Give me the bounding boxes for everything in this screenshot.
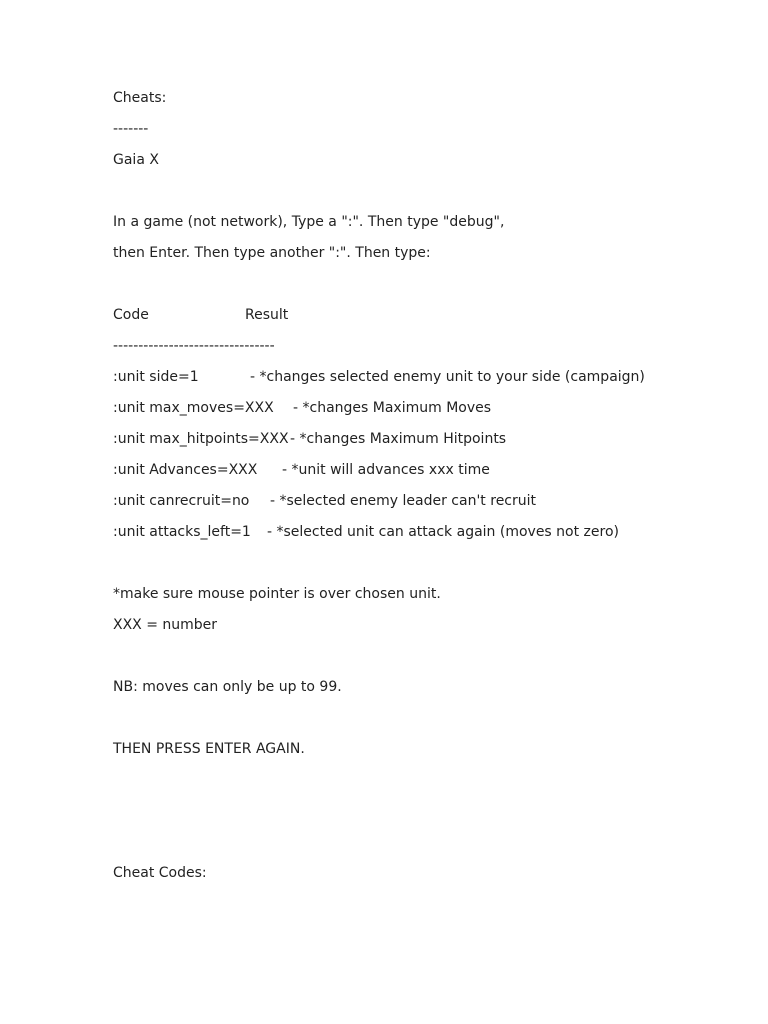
final-instruction: THEN PRESS ENTER AGAIN. <box>113 741 305 757</box>
table-header-code: Code <box>113 307 149 323</box>
cheat-result: - *unit will advances xxx time <box>282 462 490 478</box>
cheat-code: :unit attacks_left=1 <box>113 524 251 540</box>
cheat-result: - *changes Maximum Hitpoints <box>290 431 507 447</box>
cheat-code: :unit max_moves=XXX <box>113 400 274 416</box>
cheat-code: :unit Advances=XXX <box>113 462 258 478</box>
game-title: Gaia X <box>113 152 159 168</box>
cheat-result: - *changes Maximum Moves <box>293 400 492 416</box>
table-header-result: Result <box>245 307 289 323</box>
cheat-code: :unit max_hitpoints=XXX <box>113 431 289 447</box>
cheat-result: - *selected enemy leader can't recruit <box>270 493 537 509</box>
xxx-note: XXX = number <box>113 617 218 633</box>
table-rule: -------------------------------- <box>113 338 275 354</box>
cheat-result: - *selected unit can attack again (moves not zero) <box>267 524 619 540</box>
nb-note: NB: moves can only be up to 99. <box>113 679 342 695</box>
cheat-code: :unit canrecruit=no <box>113 493 250 509</box>
instruction-line-2: then Enter. Then type another ":". Then type: <box>113 245 431 261</box>
heading-cheats: Cheats: <box>113 90 167 106</box>
cheat-codes-heading: Cheat Codes: <box>113 865 207 881</box>
cheat-result: - *changes selected enemy unit to your side (campaign) <box>250 369 645 385</box>
heading-rule: ------- <box>113 121 149 137</box>
mouse-note: *make sure mouse pointer is over chosen unit. <box>113 586 441 602</box>
cheat-code: :unit side=1 <box>113 369 199 385</box>
instruction-line-1: In a game (not network), Type a ":". Then type "debug", <box>113 214 505 230</box>
